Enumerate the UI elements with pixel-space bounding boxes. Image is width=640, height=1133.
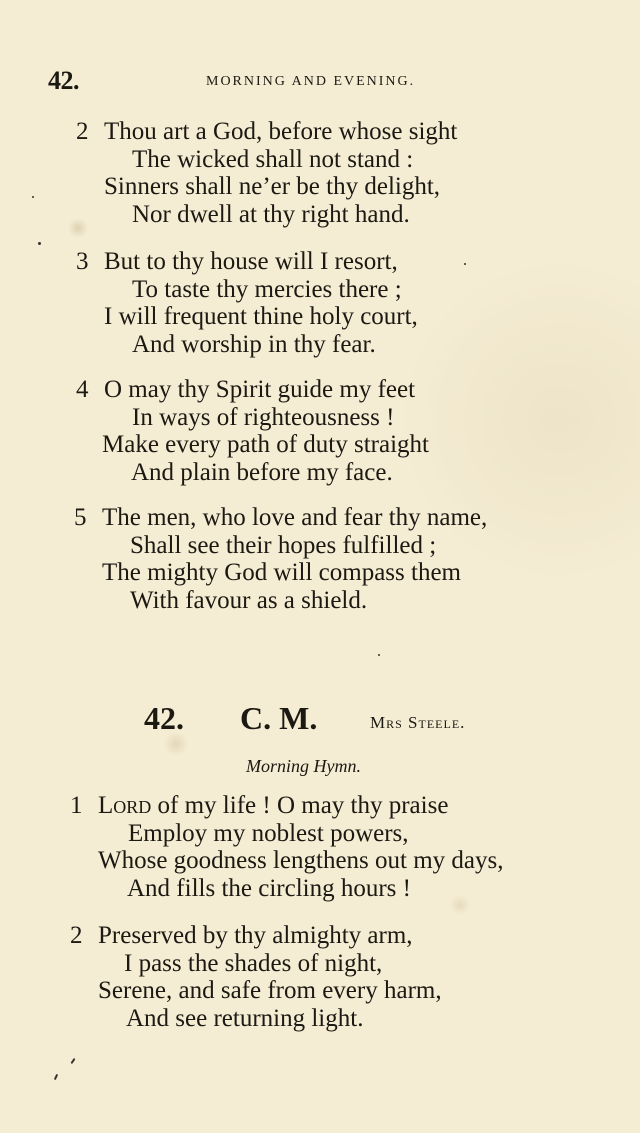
- verse-line: [74, 559, 487, 587]
- line-text: The mighty God will compass them: [102, 559, 461, 586]
- verse-line: [76, 201, 457, 229]
- line-text: Sinners shall ne’er be thy delight,: [104, 173, 441, 200]
- line-text: In ways of righteousness !: [132, 403, 395, 431]
- verse-line: [70, 875, 504, 903]
- verse-line: [70, 847, 504, 875]
- stanza-5-prev: [74, 504, 487, 614]
- stanza-4-prev: [76, 376, 429, 486]
- paper-speck: [32, 196, 34, 198]
- line-text: Employ my noblest powers,: [128, 819, 409, 847]
- stanza-number: 3: [76, 248, 89, 275]
- verse-line: [70, 977, 442, 1005]
- running-head: [48, 66, 468, 96]
- stanza-1-hymn-42: [70, 792, 504, 902]
- verse-line: [76, 459, 429, 487]
- line-text: Nor dwell at thy right hand.: [132, 200, 410, 228]
- line-text: Make every path of duty straight: [102, 431, 429, 458]
- verse-line: [76, 331, 418, 359]
- verse-line: [76, 404, 429, 432]
- hymn-author: Mrs Steele.: [370, 713, 466, 732]
- line-text: And see returning light.: [126, 1004, 364, 1032]
- line-text: Serene, and safe from every harm,: [98, 977, 442, 1004]
- stanza-3-prev: [76, 248, 418, 358]
- page-number: 42.: [48, 66, 79, 95]
- line-text: The wicked shall not stand :: [132, 145, 414, 173]
- verse-line: [76, 303, 418, 331]
- line-text: And plain before my face.: [131, 458, 393, 486]
- line-text: of my life ! O may thy praise: [151, 792, 449, 819]
- paper-speck: [54, 1074, 58, 1080]
- stanza-number: 4: [76, 376, 89, 403]
- hymn-number: 42.: [144, 700, 184, 736]
- line-text: The men, who love and fear thy name,: [102, 504, 488, 531]
- verse-line: [70, 950, 442, 978]
- stanza-number: 1: [70, 792, 83, 819]
- line-text: Whose goodness lengthens out my days,: [98, 847, 504, 874]
- line-text: And worship in thy fear.: [132, 330, 376, 358]
- verse-line: [76, 276, 418, 304]
- line-text: Thou art a God, before whose sight: [104, 118, 458, 145]
- verse-line: [76, 146, 457, 174]
- line-text: Shall see their hopes fulfilled ;: [130, 531, 437, 559]
- verse-line: [76, 173, 457, 201]
- verse-line: [70, 820, 504, 848]
- stanza-2-hymn-42: [70, 922, 442, 1032]
- verse-line: [74, 587, 487, 615]
- verse-line: [74, 504, 487, 532]
- stanza-number: 5: [74, 504, 87, 531]
- line-text: I pass the shades of night,: [124, 949, 383, 977]
- line-text: Preserved by thy almighty arm,: [98, 922, 413, 949]
- line-text: But to thy house will I resort,: [104, 248, 398, 275]
- stanza-2-prev: [76, 118, 457, 228]
- verse-line: [70, 922, 442, 950]
- verse-line: [76, 431, 429, 459]
- verse-line: [76, 248, 418, 276]
- line-text: And fills the circling hours !: [127, 874, 411, 902]
- hymn-heading: [144, 700, 534, 740]
- hymn-subtitle: Morning Hymn.: [246, 756, 361, 776]
- paper-speck: [464, 263, 466, 265]
- verse-line: [76, 118, 457, 146]
- stanza-number: 2: [76, 118, 89, 145]
- stanza-number: 2: [70, 922, 83, 949]
- line-text: O may thy Spirit guide my feet: [104, 376, 416, 403]
- line-text: With favour as a shield.: [130, 586, 368, 614]
- paper-speck: [378, 654, 380, 656]
- line-text: To taste thy mercies there ;: [132, 275, 402, 303]
- paper-speck: [70, 1058, 75, 1064]
- line-first-word: Lord: [98, 792, 152, 819]
- paper-speck: [38, 242, 41, 245]
- line-text: I will frequent thine holy court,: [104, 303, 418, 330]
- verse-line: [70, 1005, 442, 1033]
- verse-line: [76, 376, 429, 404]
- hymn-meter: C. M.: [240, 700, 318, 736]
- verse-line: [74, 532, 487, 560]
- verse-line: [70, 792, 504, 820]
- page-heading: MORNING AND EVENING.: [206, 74, 416, 89]
